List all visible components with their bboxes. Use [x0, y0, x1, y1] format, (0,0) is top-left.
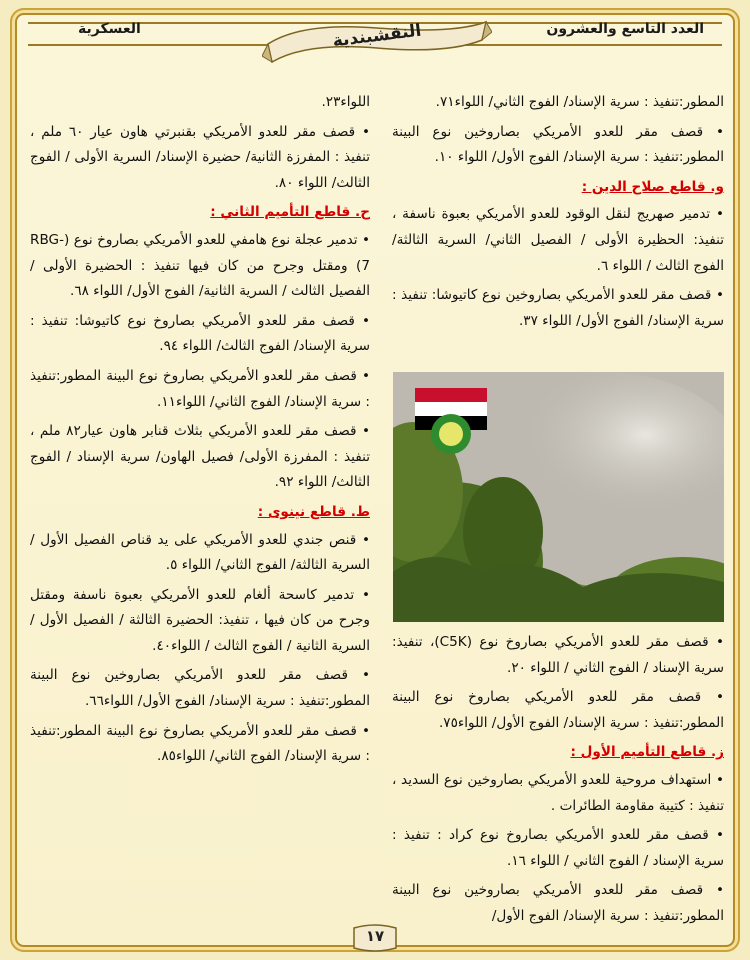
- text-line: المطور:تنفيذ : سرية الإسناد/ الفوج الثاني/ اللواء٧١.: [435, 94, 724, 110]
- issue-label: العدد التاسع والعشرون: [546, 21, 704, 37]
- right-column-bottom: [392, 630, 724, 934]
- list-item: • قصف مقر للعدو الأمريكي بصاروخ نوع البينة المطور:تنفيذ : سرية الإسناد/ الفوج الأول/ اللواء٧٥.: [392, 685, 724, 736]
- list-item: • قصف مقر للعدو الأمريكي بصاروخين نوع البينة المطور:تنفيذ : سرية الإسناد/ الفوج الأول/ اللواء ١٠.: [392, 120, 724, 171]
- list-item: • قصف مقر للعدو الأمريكي بصاروخين نوع البينة المطور:تنفيذ : سرية الإسناد/ الفوج الأول/ اللواء٦٦.: [30, 663, 370, 714]
- page-number: ١٧: [365, 927, 385, 945]
- list-item: • قصف مقر للعدو الأمريكي بثلاث قنابر هاون عيار٨٢ ملم ، تنفيذ : المفرزة الأولى/ فصيل الهاون/ سرية الإسناد / الفوج الثالث/ اللواء ٩٢.: [30, 419, 370, 496]
- list-item: • قصف مقر للعدو الأمريكي بصاروخين نوع كاتيوشا: تنفيذ : سرية الإسناد/ الفوج الأول/ اللواء ٣٧.: [392, 283, 724, 334]
- list-item: • قصف مقر للعدو الأمريكي بصاروخ نوع كراد : تنفيذ : سرية الإسناد / الفوج الثاني / اللواء ١٦.: [392, 823, 724, 874]
- banner-title: النقشبندية: [331, 20, 423, 52]
- section-label: العسكرية: [78, 21, 141, 37]
- list-item: • قصف مقر للعدو الأمريكي بصاروخ نوع كاتيوشا: تنفيذ : سرية الإسناد/ الفوج الثالث/ اللواء ٩٤.: [30, 309, 370, 360]
- section-heading: ز. قاطع التأميم الأول :: [570, 744, 724, 761]
- list-item: • استهداف مروحية للعدو الأمريكي بصاروخين نوع السديد ، تنفيذ : كتيبة مقاومة الطائرات .: [392, 768, 724, 819]
- photo: [393, 372, 724, 622]
- list-item: • قصف مقر للعدو الأمريكي بصاروخ نوع (C5K)، تنفيذ: سرية الإسناد / الفوج الثاني / اللواء ٢٠.: [392, 630, 724, 681]
- list-item: • تدمير صهريج لنقل الوقود للعدو الأمريكي بعبوة ناسفة ، تنفيذ: الحظيرة الأولى / الفصيل الثاني/ السرية الثالثة/ الفوج الثالث / اللواء ٦.: [392, 202, 724, 279]
- list-item: • قصف مقر للعدو الأمريكي بقنبرتي هاون عيار ٦٠ ملم ، تنفيذ : المفرزة الثانية/ حضيرة الإسناد/ السرية الأولى / الفوج الثالث/ اللواء ٨٠.: [30, 120, 370, 197]
- section-heading: ط. قاطع نينوى :: [257, 503, 370, 520]
- left-column: [30, 90, 370, 774]
- iraq-flag-emblem-icon: [405, 386, 497, 456]
- list-item: • تدمير عجلة نوع هامفي للعدو الأمريكي بصاروخ نوع (RBG-7) ومقتل وجرح من كان فيها تنفيذ : الحضيرة الأولى / الفصيل الثالث / السرية الثانية/ الفوج الأول/ اللواء ٦٨.: [30, 228, 370, 305]
- list-item: • قصف مقر للعدو الأمريكي بصاروخين نوع البينة المطور:تنفيذ : سرية الإسناد/ الفوج الأول/: [392, 878, 724, 929]
- section-heading: و. قاطع صلاح الدين :: [581, 178, 724, 195]
- right-column-top: [392, 90, 724, 338]
- list-item: • تدمير كاسحة ألغام للعدو الأمريكي بعبوة ناسفة ومقتل وجرح من كان فيها ، تنفيذ: الحضيرة الثالثة / الفصيل الأول / السرية الثانية / الفوج الثالث / اللواء٤٠.: [30, 583, 370, 660]
- text-line: اللواء٢٣.: [321, 94, 370, 110]
- list-item: • قصف مقر للعدو الأمريكي بصاروخ نوع البينة المطور:تنفيذ : سرية الإسناد/ الفوج الثاني/ اللواء٨٥.: [30, 719, 370, 770]
- list-item: • قصف مقر للعدو الأمريكي بصاروخ نوع البينة المطور:تنفيذ : سرية الإسناد/ الفوج الثاني/ اللواء١١.: [30, 364, 370, 415]
- list-item: • قنص جندي للعدو الأمريكي على يد قناص الفصيل الأول / السرية الثالثة/ الفوج الثاني/ اللواء ٥.: [30, 528, 370, 579]
- section-heading: ح. قاطع التأميم الثاني :: [210, 204, 370, 221]
